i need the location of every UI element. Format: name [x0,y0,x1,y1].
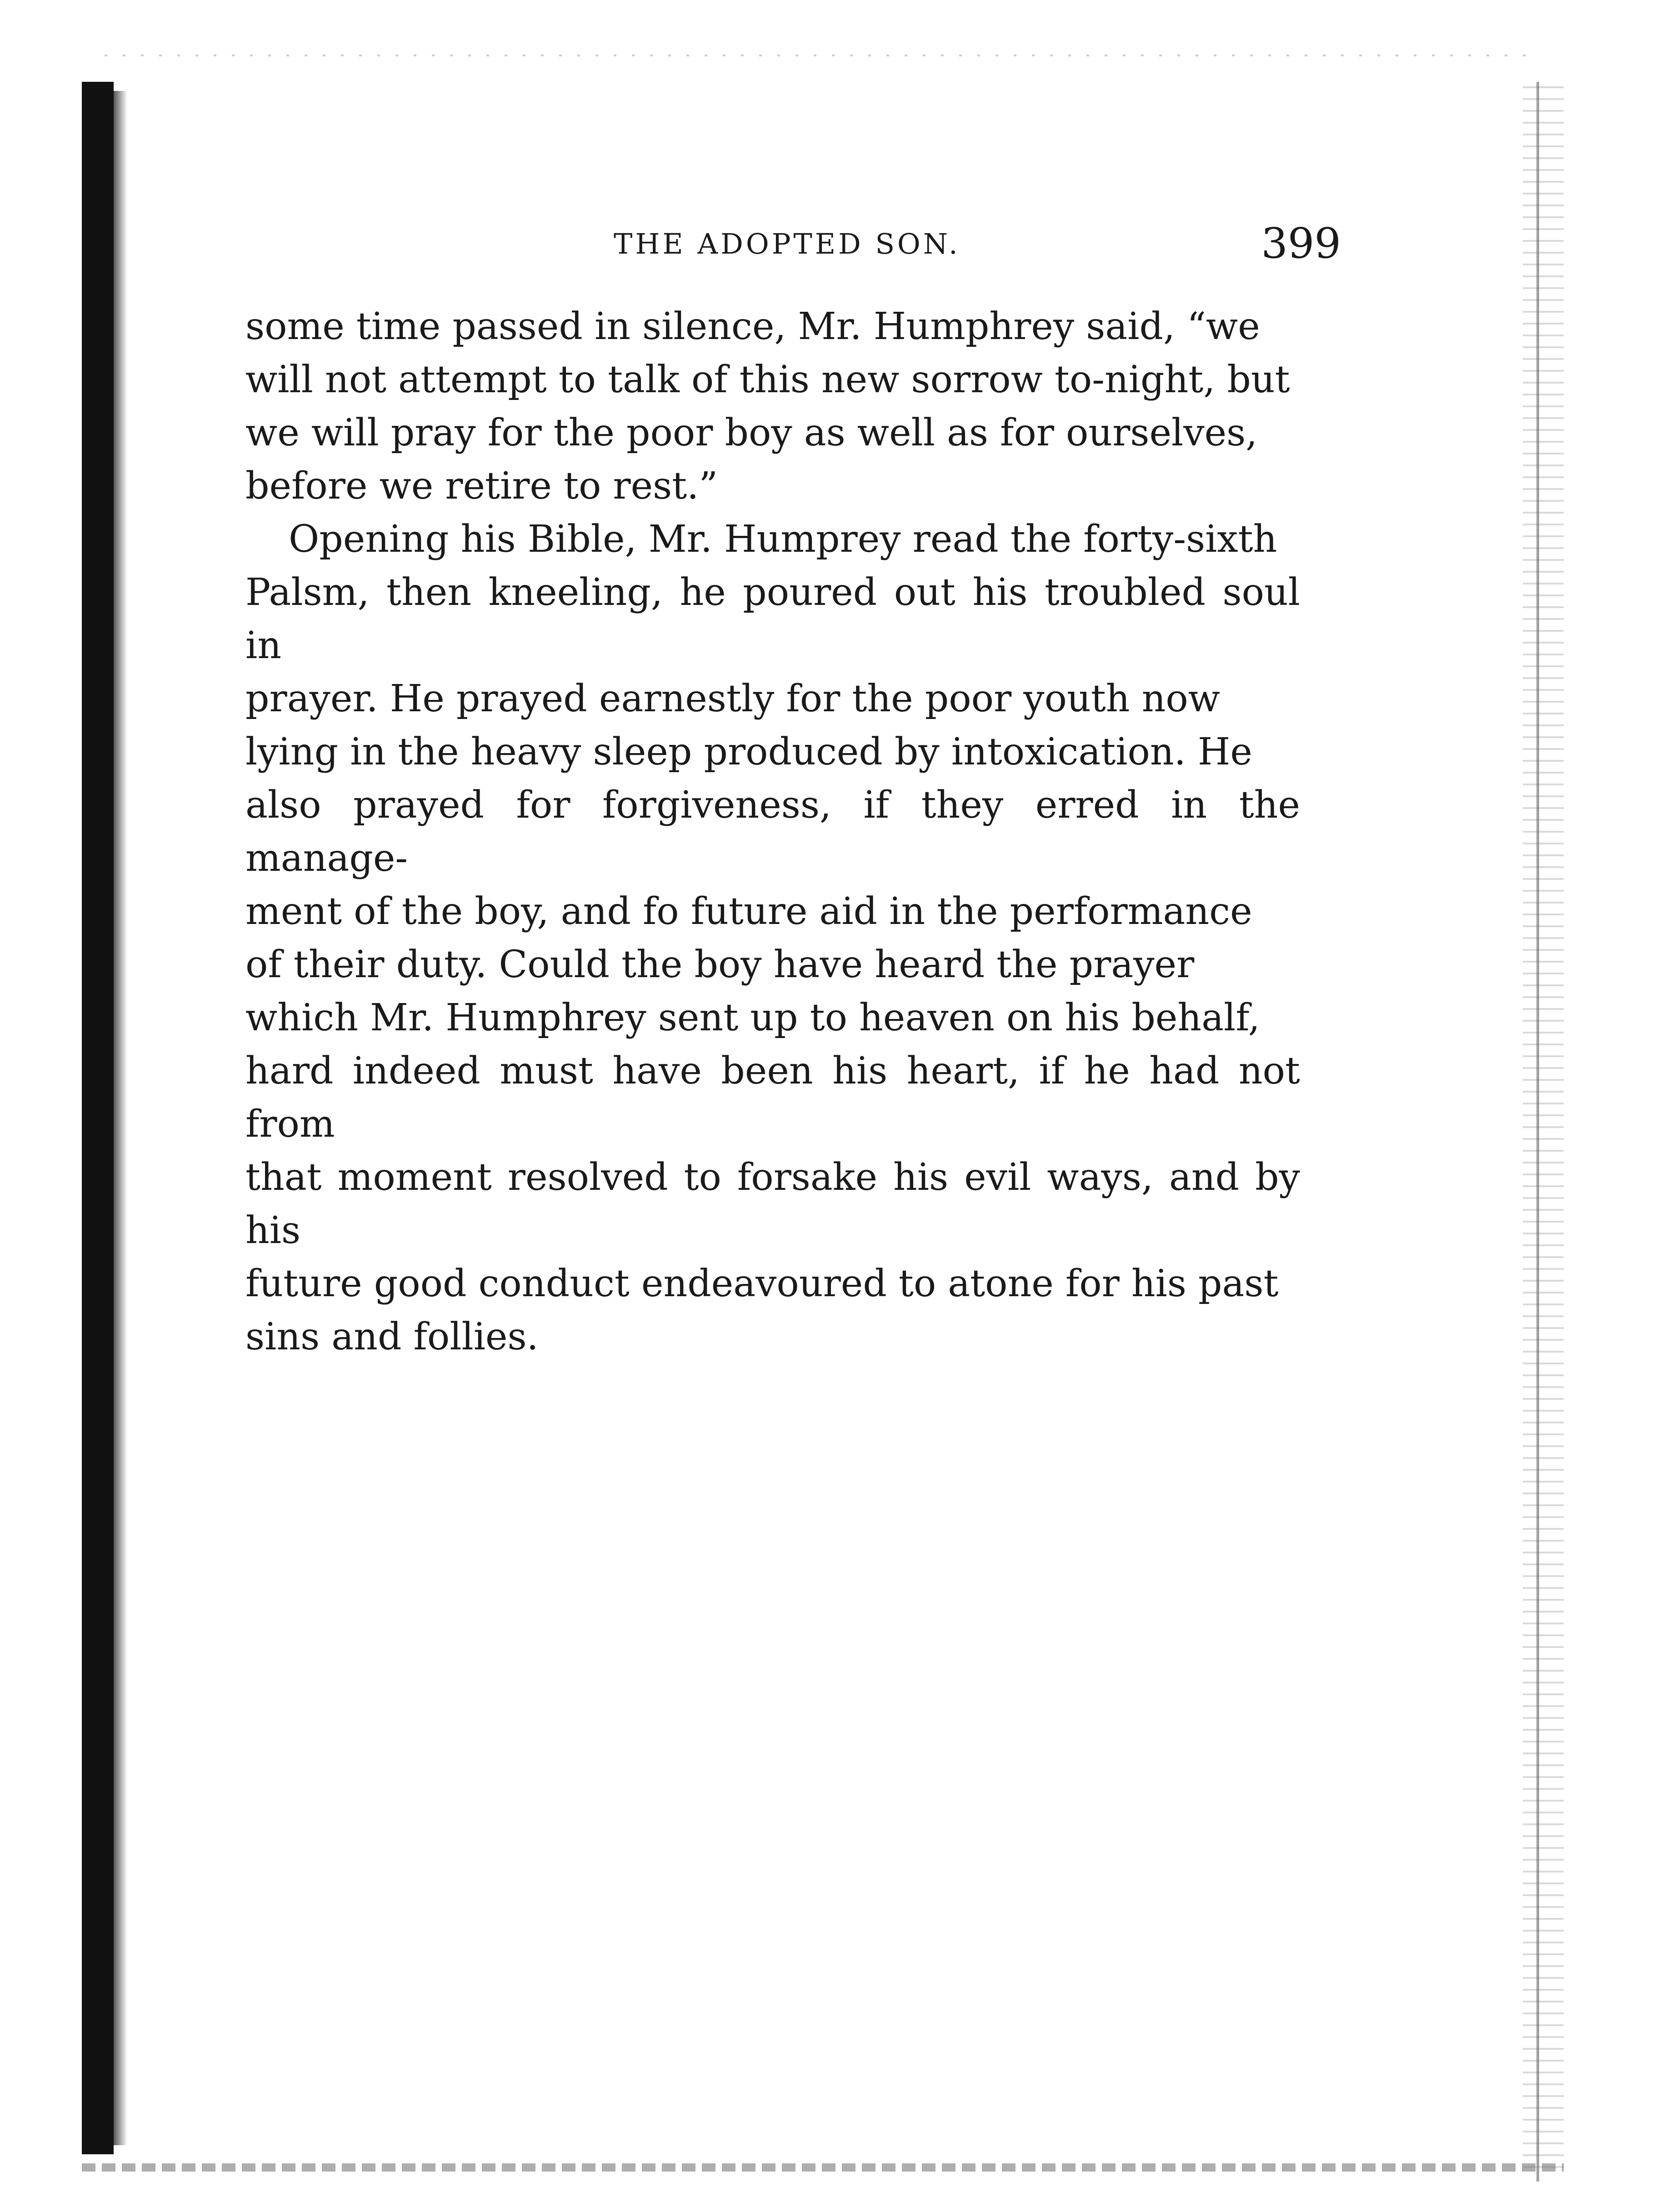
book-spine-shadow [82,82,114,2154]
body-text [245,300,1300,1363]
paragraph-prayer: Opening his Bible, Mr. Humprey read the forty-sixth Palsm, then kneeling, he poured out his troubled soul in prayer. He prayed earnestly for the poor youth now lying in the heavy sleep produced by intoxication. He also prayed for forgiveness, if they erred in the manage- ment of the boy, and fo future aid in the performance of their duty. Could the boy have heard the prayer which Mr. Humphrey sent up to heaven on his behalf, hard indeed must have been his heart, if he had not from that moment resolved to forsake his evil ways, and by his future good conduct endeavoured to atone for his past sins and follies. [245,518,1300,1358]
page-right-edge [1523,86,1564,2177]
page-number: 399 [1261,219,1341,268]
page-top-edge [105,55,1541,56]
spine-gradient [114,91,127,2145]
page-header [245,219,1341,273]
paragraph-continuation: some time passed in silence, Mr. Humphrey said, “we will not attempt to talk of this new sorrow to-night, but we will pray for the poor boy as well as for ourselves, before we retire to rest.” [245,305,1290,508]
page-right-border [1536,82,1539,2182]
running-head: THE ADOPTED SON. [614,227,961,260]
page-bottom-edge [82,2163,1564,2172]
